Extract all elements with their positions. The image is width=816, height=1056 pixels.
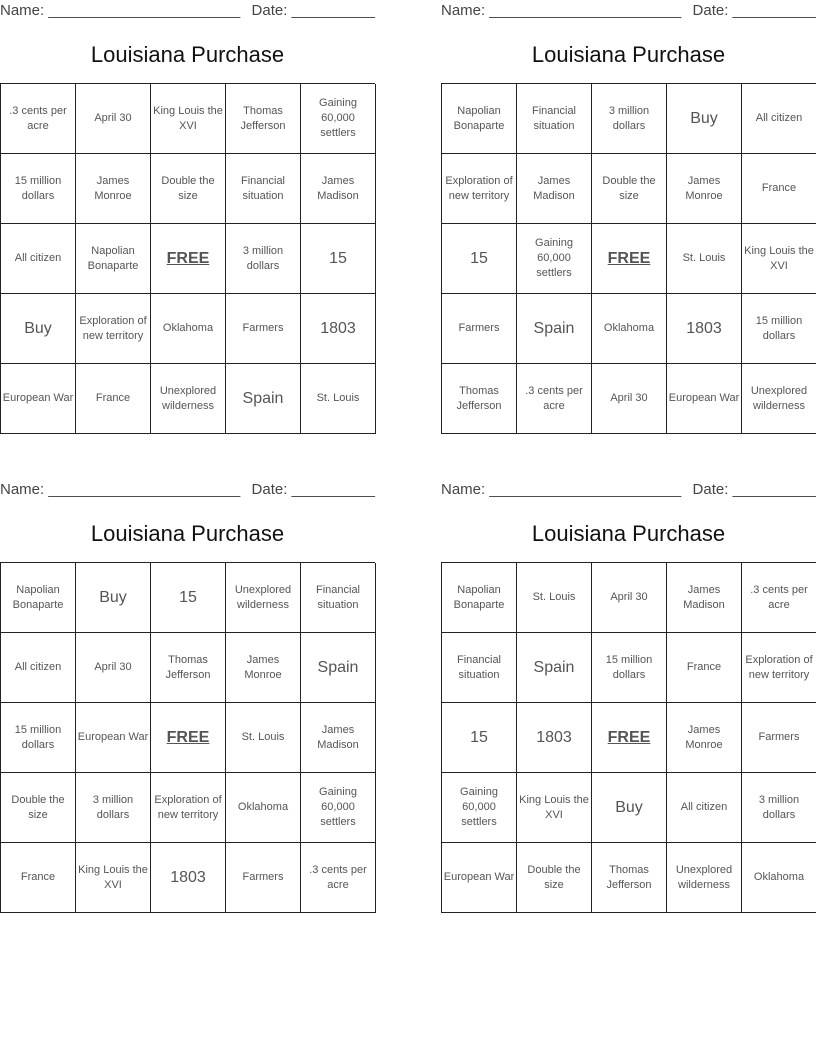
bingo-cell: 3 million dollars [76,773,151,843]
bingo-cell: Napolian Bonaparte [442,84,517,154]
name-field: Name: _______________________ [441,481,682,498]
bingo-cell: Exploration of new territory [151,773,226,843]
bingo-cell: .3 cents per acre [742,563,816,633]
bingo-cell: France [667,633,742,703]
bingo-cell: April 30 [76,84,151,154]
bingo-cell: King Louis the XVI [742,224,816,294]
bingo-cell: Thomas Jefferson [226,84,301,154]
bingo-cell: Financial situation [442,633,517,703]
bingo-cell: Gaining 60,000 settlers [442,773,517,843]
bingo-cell: Spain [301,633,376,703]
bingo-grid [441,562,816,913]
bingo-cell: Buy [667,84,742,154]
card-title: Louisiana Purchase [90,521,285,546]
bingo-cell: King Louis the XVI [151,84,226,154]
card-header [441,479,816,503]
bingo-cell: European War [76,703,151,773]
bingo-cell: St. Louis [301,364,376,434]
bingo-cell: Unexplored wilderness [151,364,226,434]
bingo-cell: Thomas Jefferson [151,633,226,703]
bingo-cell: James Monroe [667,703,742,773]
bingo-cell: James Madison [517,154,592,224]
bingo-cell: Unexplored wilderness [667,843,742,913]
free-space: FREE [592,703,667,773]
bingo-cell: 3 million dollars [742,773,816,843]
bingo-cell: April 30 [592,563,667,633]
bingo-card-1 [0,0,375,434]
bingo-cell: All citizen [742,84,816,154]
bingo-cell: James Madison [667,563,742,633]
card-header [441,0,816,24]
bingo-cell: 15 [151,563,226,633]
bingo-cell: Gaining 60,000 settlers [517,224,592,294]
bingo-cell: European War [442,843,517,913]
bingo-cell: James Monroe [76,154,151,224]
bingo-cell: Unexplored wilderness [226,563,301,633]
bingo-cell: April 30 [592,364,667,434]
bingo-cell: Buy [76,563,151,633]
bingo-cell: Double the size [517,843,592,913]
bingo-cell: Buy [1,294,76,364]
bingo-cell: Exploration of new territory [742,633,816,703]
date-field: Date: __________ [692,2,816,19]
bingo-cell: Gaining 60,000 settlers [301,773,376,843]
bingo-cell: Gaining 60,000 settlers [301,84,376,154]
bingo-cell: 15 [442,224,517,294]
name-field: Name: _______________________ [0,2,241,19]
name-field: Name: _______________________ [441,2,682,19]
free-space: FREE [151,703,226,773]
bingo-cell: 1803 [151,843,226,913]
bingo-cell: European War [1,364,76,434]
bingo-cell: 1803 [667,294,742,364]
bingo-cell: Buy [592,773,667,843]
bingo-cell: .3 cents per acre [1,84,76,154]
bingo-cell: James Monroe [667,154,742,224]
card-title: Louisiana Purchase [531,521,726,546]
bingo-cell: Napolian Bonaparte [442,563,517,633]
bingo-cell: 1803 [301,294,376,364]
bingo-cell: Exploration of new territory [76,294,151,364]
bingo-card-3 [0,479,375,913]
bingo-cell: Unexplored wilderness [742,364,816,434]
bingo-cell: All citizen [1,224,76,294]
bingo-cell: Financial situation [301,563,376,633]
bingo-cell: James Madison [301,154,376,224]
bingo-cell: 15 million dollars [742,294,816,364]
bingo-cell: Financial situation [226,154,301,224]
bingo-cell: Double the size [151,154,226,224]
bingo-cell: King Louis the XVI [517,773,592,843]
bingo-cell: April 30 [76,633,151,703]
bingo-cell: .3 cents per acre [517,364,592,434]
bingo-cell: .3 cents per acre [301,843,376,913]
bingo-cell: St. Louis [667,224,742,294]
bingo-cell: Thomas Jefferson [442,364,517,434]
bingo-cell: 15 [442,703,517,773]
bingo-cell: Double the size [1,773,76,843]
bingo-cell: 3 million dollars [592,84,667,154]
bingo-cell: All citizen [667,773,742,843]
bingo-grid [0,83,375,434]
bingo-cell: St. Louis [517,563,592,633]
bingo-card-4 [441,479,816,913]
bingo-cell: 15 million dollars [592,633,667,703]
bingo-cell: Napolian Bonaparte [1,563,76,633]
free-space: FREE [151,224,226,294]
bingo-cell: 3 million dollars [226,224,301,294]
bingo-cell: Farmers [742,703,816,773]
bingo-cell: All citizen [1,633,76,703]
bingo-cell: Spain [226,364,301,434]
card-header [0,479,375,503]
bingo-cell: Double the size [592,154,667,224]
bingo-cell: Oklahoma [151,294,226,364]
bingo-cell: King Louis the XVI [76,843,151,913]
bingo-cell: Financial situation [517,84,592,154]
bingo-cell: St. Louis [226,703,301,773]
card-title: Louisiana Purchase [531,42,726,67]
bingo-cell: 1803 [517,703,592,773]
bingo-cell: Farmers [442,294,517,364]
card-header [0,0,375,24]
date-field: Date: __________ [692,481,816,498]
bingo-cell: Farmers [226,294,301,364]
bingo-cell: 15 [301,224,376,294]
bingo-cell: 15 million dollars [1,154,76,224]
bingo-cell: France [1,843,76,913]
bingo-cell: Oklahoma [742,843,816,913]
date-field: Date: __________ [251,481,375,498]
bingo-cell: 15 million dollars [1,703,76,773]
bingo-grid [0,562,375,913]
bingo-cell: European War [667,364,742,434]
bingo-cell: France [76,364,151,434]
bingo-cell: France [742,154,816,224]
bingo-cell: Spain [517,633,592,703]
free-space: FREE [592,224,667,294]
bingo-cell: Exploration of new territory [442,154,517,224]
card-title: Louisiana Purchase [90,42,285,67]
bingo-cell: Oklahoma [226,773,301,843]
bingo-cell: Thomas Jefferson [592,843,667,913]
bingo-grid [441,83,816,434]
date-field: Date: __________ [251,2,375,19]
bingo-cell: James Monroe [226,633,301,703]
bingo-card-2 [441,0,816,434]
bingo-cell: Napolian Bonaparte [76,224,151,294]
bingo-cell: Oklahoma [592,294,667,364]
name-field: Name: _______________________ [0,481,241,498]
bingo-cell: Spain [517,294,592,364]
bingo-cell: Farmers [226,843,301,913]
bingo-cell: James Madison [301,703,376,773]
